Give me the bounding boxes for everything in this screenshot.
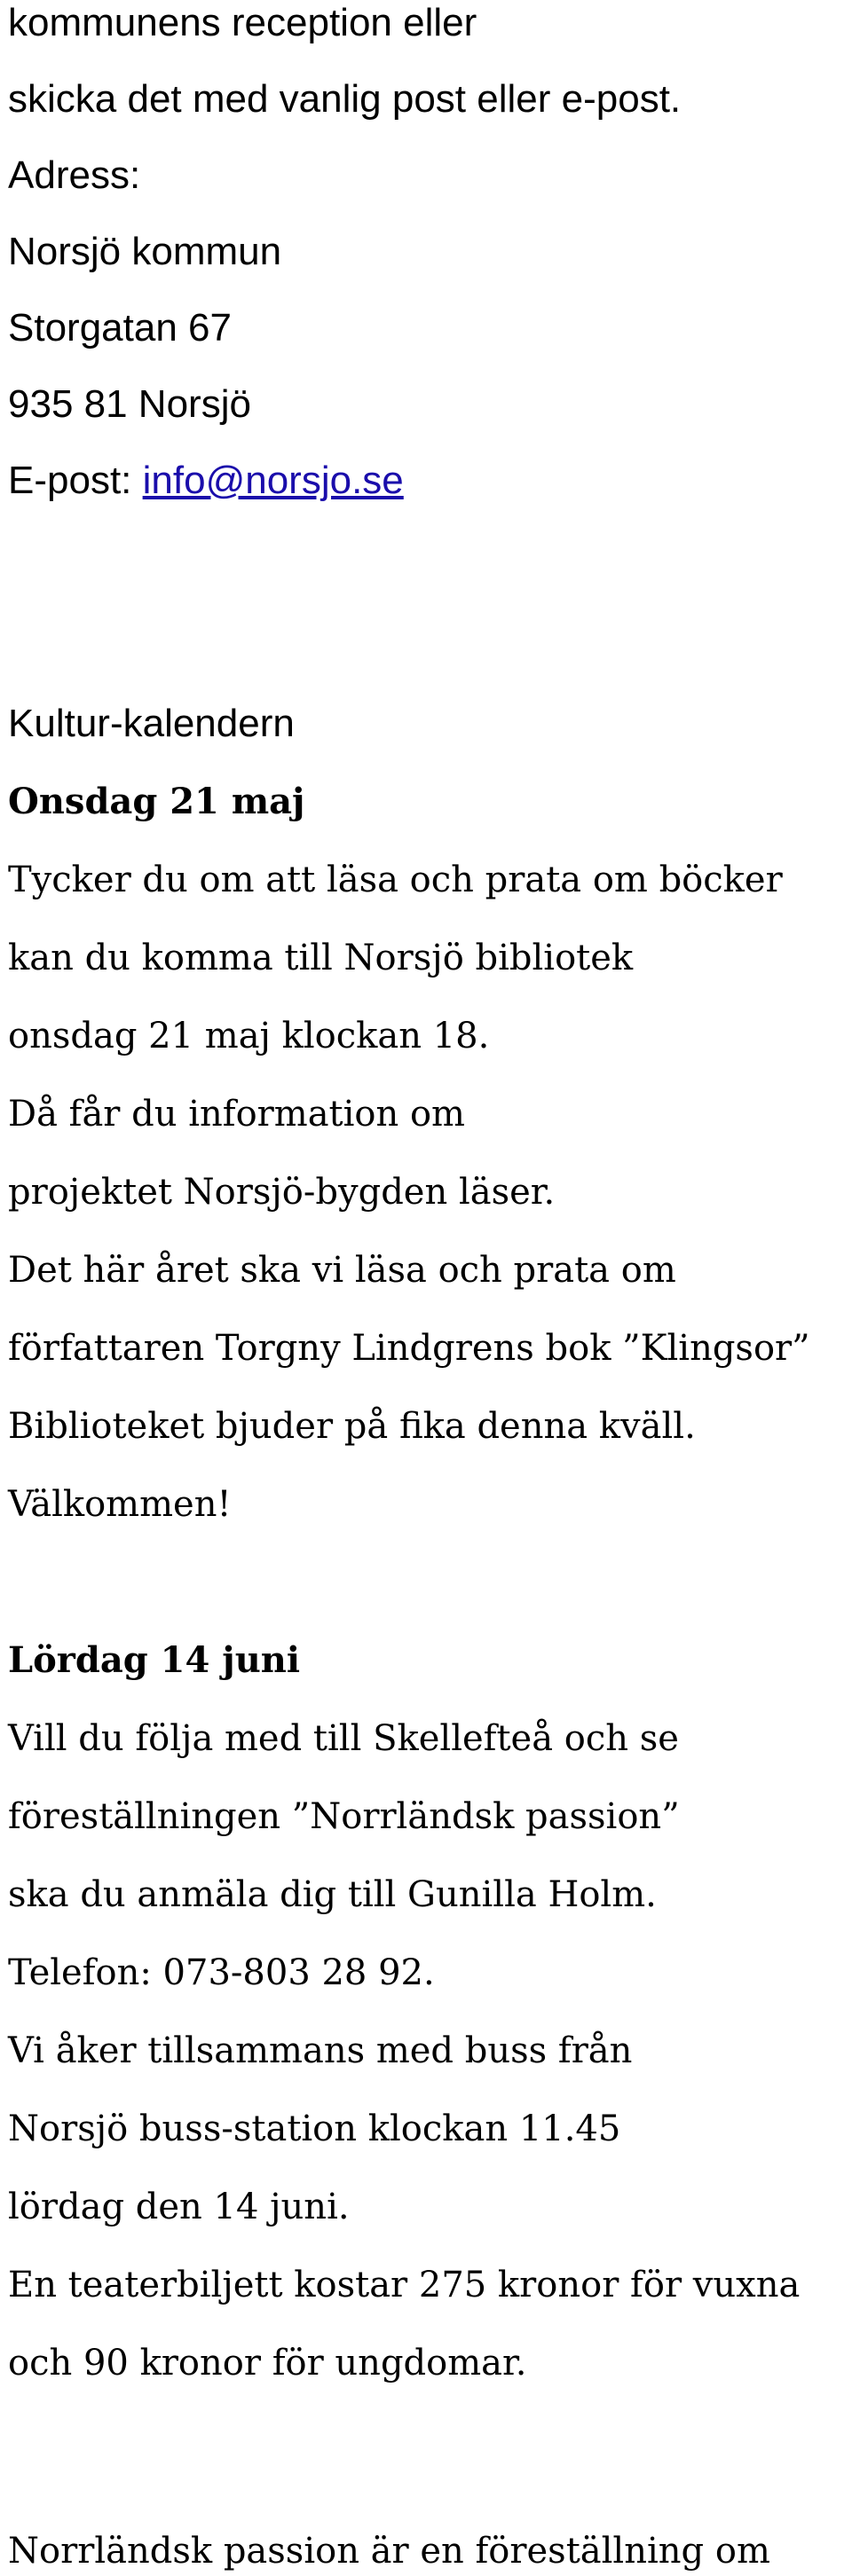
event-1-line: författaren Torgny Lindgrens bok ”Klingsor”	[8, 1328, 810, 1369]
event-2-line: En teaterbiljett kostar 275 kronor för vuxna	[8, 2265, 801, 2305]
event-2-line: Vill du följa med till Skellefteå och se	[8, 1718, 679, 1759]
event-2-line: Norsjö buss-station klockan 11.45	[8, 2109, 621, 2149]
event-1-line: kan du komma till Norsjö bibliotek	[8, 938, 634, 978]
event-1-line: Välkommen!	[8, 1484, 232, 1525]
event-2-line: ska du anmäla dig till Gunilla Holm.	[8, 1874, 657, 1915]
event-1-line: Biblioteket bjuder på fika denna kväll.	[8, 1406, 696, 1447]
event-2-line: och 90 kronor för ungdomar.	[8, 2343, 527, 2384]
address-org: Norsjö kommun	[8, 230, 282, 273]
email-line	[8, 458, 404, 504]
event-1-line: onsdag 21 maj klockan 18.	[8, 1016, 490, 1056]
event-2-date: Lördag 14 juni	[8, 1639, 301, 1681]
event-1-line: Då får du information om	[8, 1094, 465, 1135]
event-1-line: Det här året ska vi läsa och prata om	[8, 1250, 676, 1291]
email-link[interactable]: info@norsjo.se	[142, 459, 404, 502]
address-street: Storgatan 67	[8, 306, 232, 349]
event-1-date: Onsdag 21 maj	[8, 781, 305, 822]
event-2-line: Telefon: 073-803 28 92.	[8, 1952, 435, 1993]
event-2-line: lördag den 14 juni.	[8, 2187, 350, 2227]
address-label: Adress:	[8, 153, 141, 197]
calendar-title: Kultur-kalendern	[8, 702, 295, 745]
trailing-line: Norrländsk passion är en föreställning om	[8, 2531, 770, 2572]
event-2-line: Vi åker tillsammans med buss från	[8, 2030, 633, 2071]
address-postal: 935 81 Norsjö	[8, 382, 251, 426]
email-label: E-post:	[8, 459, 143, 502]
event-2-line: föreställningen ”Norrländsk passion”	[8, 1796, 680, 1837]
contact-line-2: skicka det med vanlig post eller e-post.	[8, 77, 682, 121]
event-1-line: projektet Norsjö-bygden läser.	[8, 1172, 556, 1213]
event-1-line: Tycker du om att läsa och prata om böcker	[8, 860, 783, 900]
contact-line-1: kommunens reception eller	[8, 1, 477, 44]
